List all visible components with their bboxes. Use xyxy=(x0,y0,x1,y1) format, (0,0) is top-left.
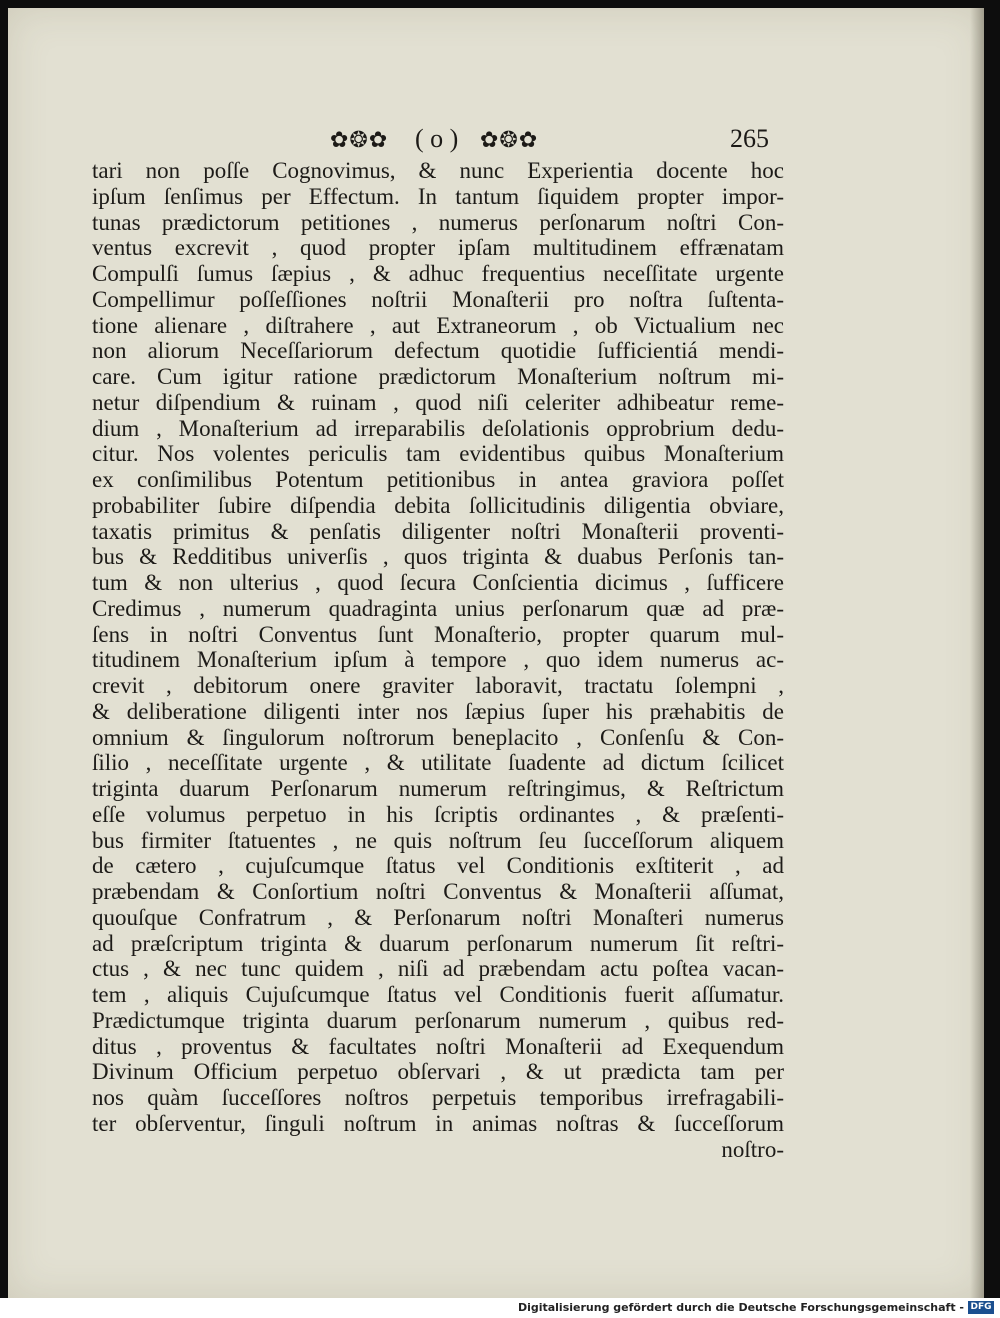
footer-credit: Digitalisierung gefördert durch die Deutsche Forschungsgemeinschaft - xyxy=(517,1301,964,1314)
text-line: bus & Redditibus univerſis , quos triginta & duabus Perſonis tan- xyxy=(92,544,784,570)
text-line: tum & non ulterius , quod ſecura Conſcientia dicimus , ſufficere xyxy=(92,570,784,595)
text-line: care. Cum igitur ratione prædictorum Monaſterium noſtrum mi- xyxy=(92,364,784,389)
catchword: noſtro- xyxy=(721,1136,784,1162)
text-line: ſens in noſtri Conventus ſunt Monaſterio, propter quarum mul- xyxy=(92,621,784,647)
text-line: tunas prædictorum petitiones , numerus perſonarum noſtri Con- xyxy=(92,209,784,235)
ornament-right-icon: ✿❂✿ xyxy=(480,128,539,153)
dfg-logo-icon: DFG xyxy=(968,1301,994,1314)
text-line: præbendam & Conſortium noſtri Conventus & Monaſterii aſſumat, xyxy=(92,879,784,904)
text-line: & deliberatione diligenti inter nos ſæpius ſuper his præhabitis de xyxy=(92,698,784,724)
text-line: dium , Monaſterium ad irreparabilis deſolationis opprobrium dedu- xyxy=(92,415,784,441)
page-header xyxy=(8,120,984,160)
footer-bar xyxy=(0,1298,1000,1318)
page-edge-shadow xyxy=(970,8,984,1298)
text-line: eſſe volumus perpetuo in his ſcriptis ordinantes , & præſenti- xyxy=(92,801,784,827)
text-line: triginta duarum Perſonarum numerum reſtringimus, & Reſtrictum xyxy=(92,776,784,801)
text-line: citur. Nos volentes periculis tam evidentibus quibus Monaſterium xyxy=(92,441,784,467)
text-line: ad præſcriptum triginta & duarum perſonarum numerum ſit reſtri- xyxy=(92,930,784,956)
text-line: de cætero , cujuſcumque ſtatus vel Conditionis exſtiterit , ad xyxy=(92,853,784,879)
page-number: 265 xyxy=(730,124,769,153)
text-line: bus firmiter ſtatuentes , ne quis noſtrum ſeu ſucceſſorum aliquem xyxy=(92,827,784,853)
text-line: ipſum ſenſimus per Effectum. In tantum ſiquidem propter impor- xyxy=(92,183,784,209)
text-line: probabiliter ſubire diſpendia debita ſollicitudinis diligentia obviare, xyxy=(92,492,784,518)
text-line: titudinem Monaſterium ipſum à tempore , quo idem numerus ac- xyxy=(92,647,784,673)
text-line: ctus , & nec tunc quidem , niſi ad præbendam actu poſtea vacan- xyxy=(92,956,784,982)
text-line: taxatis primitus & penſatis diligenter noſtri Monaſterii proventi- xyxy=(92,518,784,544)
text-line: crevit , debitorum onere graviter laboravit, tractatu ſolempni , xyxy=(92,673,784,698)
text-line: quouſque Confratrum , & Perſonarum noſtri Monaſteri numerus xyxy=(92,904,784,930)
signature-mark: ( o ) xyxy=(415,124,459,153)
text-line: tione alienare , diſtrahere , aut Extraneorum , ob Victualium nec xyxy=(92,312,784,338)
body-text xyxy=(92,158,784,1162)
text-line: nos quàm ſucceſſores noſtros perpetuis temporibus irrefragabili- xyxy=(92,1085,784,1110)
text-line: tem , aliquis Cujuſcumque ſtatus vel Conditionis fuerit aſſumatur. xyxy=(92,982,784,1007)
text-line: non aliorum Neceſſariorum defectum quotidie ſufficientiá mendi- xyxy=(92,338,784,364)
text-line: Compellimur poſſeſſiones noſtrii Monaſterii pro noſtra ſuſtenta- xyxy=(92,286,784,312)
text-line: tari non poſſe Cognovimus, & nunc Experientia docente hoc xyxy=(92,158,784,183)
text-line: Credimus , numerum quadraginta unius perſonarum quæ ad præ- xyxy=(92,595,784,621)
text-line: Divinum Officium perpetuo obſervari , & ut prædicta tam per xyxy=(92,1059,784,1085)
book-page xyxy=(8,8,984,1298)
text-line: ex conſimilibus Potentum petitionibus in antea graviora poſſet xyxy=(92,467,784,492)
text-line: ditus , proventus & facultates noſtri Monaſterii ad Exequendum xyxy=(92,1033,784,1059)
text-line: ter obſerventur, ſinguli noſtrum in animas noſtras & ſucceſſorum xyxy=(92,1110,784,1136)
text-line: netur diſpendium & ruinam , quod niſi celeriter adhibeatur reme- xyxy=(92,389,784,415)
text-line: ſilio , neceſſitate urgente , & utilitate ſuadente ad dictum ſcilicet xyxy=(92,750,784,776)
text-line: Compulſi ſumus ſæpius , & adhuc frequentius neceſſitate urgente xyxy=(92,261,784,286)
text-line: omnium & ſingulorum noſtrorum beneplacito , Conſenſu & Con- xyxy=(92,724,784,750)
text-line: Prædictumque triginta duarum perſonarum numerum , quibus red- xyxy=(92,1007,784,1033)
ornament-left-icon: ✿❂✿ xyxy=(330,128,389,153)
text-line: ventus excrevit , quod propter ipſam multitudinem effrænatam xyxy=(92,235,784,261)
